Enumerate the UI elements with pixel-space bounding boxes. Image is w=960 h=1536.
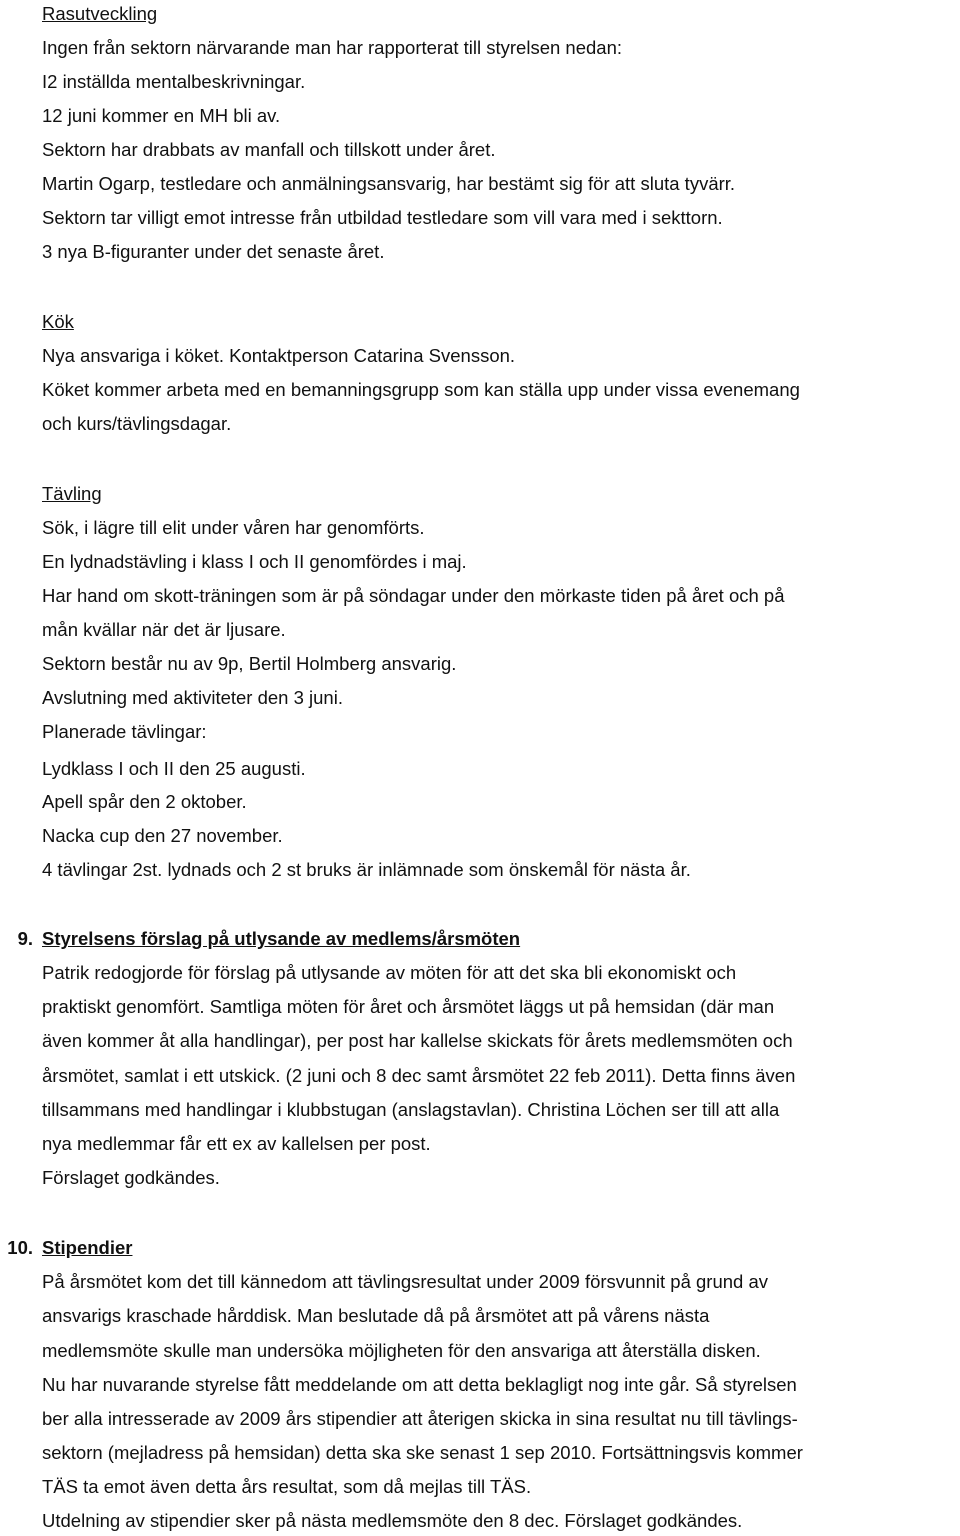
section-10-number: 10. [7, 1237, 33, 1258]
rasutveckling-line-2: I2 inställda mentalbeskrivningar. [42, 71, 306, 92]
section-9-title: Styrelsens förslag på utlysande av medlems/årsmöten [42, 928, 521, 949]
rasutveckling-line-4: Sektorn har drabbats av manfall och tillskott under året. [42, 139, 496, 160]
tavling-line-8: Lydklass I och II den 25 augusti. [42, 758, 306, 779]
section-9-line-6: nya medlemmar får ett ex av kallelsen per post. [42, 1133, 431, 1154]
tavling-line-6: Avslutning med aktiviteter den 3 juni. [42, 687, 343, 708]
heading-kok: Kök [42, 311, 74, 332]
tavling-line-10: Nacka cup den 27 november. [42, 825, 283, 846]
section-9-line-7: Förslaget godkändes. [42, 1167, 220, 1188]
rasutveckling-line-3: 12 juni kommer en MH bli av. [42, 105, 281, 126]
tavling-line-7: Planerade tävlingar: [42, 721, 207, 742]
section-10-line-1: På årsmötet kom det till kännedom att tävlingsresultat under 2009 försvunnit på grund av [42, 1271, 769, 1292]
heading-rasutveckling: Rasutveckling [42, 3, 158, 24]
section-9-line-1: Patrik redogjorde för förslag på utlysande av möten för att det ska bli ekonomiskt och [42, 962, 737, 983]
section-10-line-5: ber alla intresserade av 2009 års stipendier att återigen skicka in sina resultat nu till tävlings- [42, 1408, 798, 1429]
section-10-title: Stipendier [42, 1237, 133, 1258]
kok-line-3: och kurs/tävlingsdagar. [42, 413, 232, 434]
section-9-line-2: praktiskt genomfört. Samtliga möten för året och årsmötet läggs ut på hemsidan (där man [42, 996, 775, 1017]
section-10-line-3: medlemsmöte skulle man undersöka möjligheten för den ansvariga att återställa disken. [42, 1340, 761, 1361]
heading-tavling: Tävling [42, 483, 102, 504]
tavling-line-4: mån kvällar när det är ljusare. [42, 619, 286, 640]
rasutveckling-line-1: Ingen från sektorn närvarande man har rapporterat till styrelsen nedan: [42, 37, 622, 58]
section-9-line-4: årsmötet, samlat i ett utskick. (2 juni och 8 dec samt årsmötet 22 feb 2011). Detta finns även [42, 1065, 796, 1086]
tavling-line-9: Apell spår den 2 oktober. [42, 791, 247, 812]
section-9-line-3: även kommer åt alla handlingar), per post har kallelse skickats för årets medlemsmöten och [42, 1030, 793, 1051]
tavling-line-5: Sektorn består nu av 9p, Bertil Holmberg ansvarig. [42, 653, 457, 674]
kok-line-2: Köket kommer arbeta med en bemanningsgrupp som kan ställa upp under vissa evenemang [42, 379, 800, 400]
section-9-line-5: tillsammans med handlingar i klubbstugan (anslagstavlan). Christina Löchen ser till att alla [42, 1099, 780, 1120]
section-10-line-7: TÄS ta emot även detta års resultat, som då mejlas till TÄS. [42, 1476, 532, 1497]
section-9-number: 9. [17, 928, 33, 949]
rasutveckling-line-5: Martin Ogarp, testledare och anmälningsansvarig, har bestämt sig för att sluta tyvärr. [42, 173, 736, 194]
tavling-line-2: En lydnadstävling i klass I och II genomfördes i maj. [42, 551, 467, 572]
section-10-line-4: Nu har nuvarande styrelse fått meddelande om att detta beklagligt nog inte går. Så styrelsen [42, 1374, 797, 1395]
section-10-line-6: sektorn (mejladress på hemsidan) detta ska ske senast 1 sep 2010. Fortsättningsvis kommer [42, 1442, 803, 1463]
tavling-line-3: Har hand om skott-träningen som är på söndagar under den mörkaste tiden på året och på [42, 585, 785, 606]
rasutveckling-line-7: 3 nya B-figuranter under det senaste året. [42, 241, 385, 262]
section-10-line-8: Utdelning av stipendier sker på nästa medlemsmöte den 8 dec. Förslaget godkändes. [42, 1510, 743, 1531]
tavling-line-1: Sök, i lägre till elit under våren har genomförts. [42, 517, 425, 538]
section-10-line-2: ansvarigs kraschade hårddisk. Man beslutade då på årsmötet att på vårens nästa [42, 1305, 710, 1326]
rasutveckling-line-6: Sektorn tar villigt emot intresse från utbildad testledare som vill vara med i sekttorn. [42, 207, 723, 228]
tavling-line-11: 4 tävlingar 2st. lydnads och 2 st bruks är inlämnade som önskemål för nästa år. [42, 859, 691, 880]
kok-line-1: Nya ansvariga i köket. Kontaktperson Catarina Svensson. [42, 345, 516, 366]
